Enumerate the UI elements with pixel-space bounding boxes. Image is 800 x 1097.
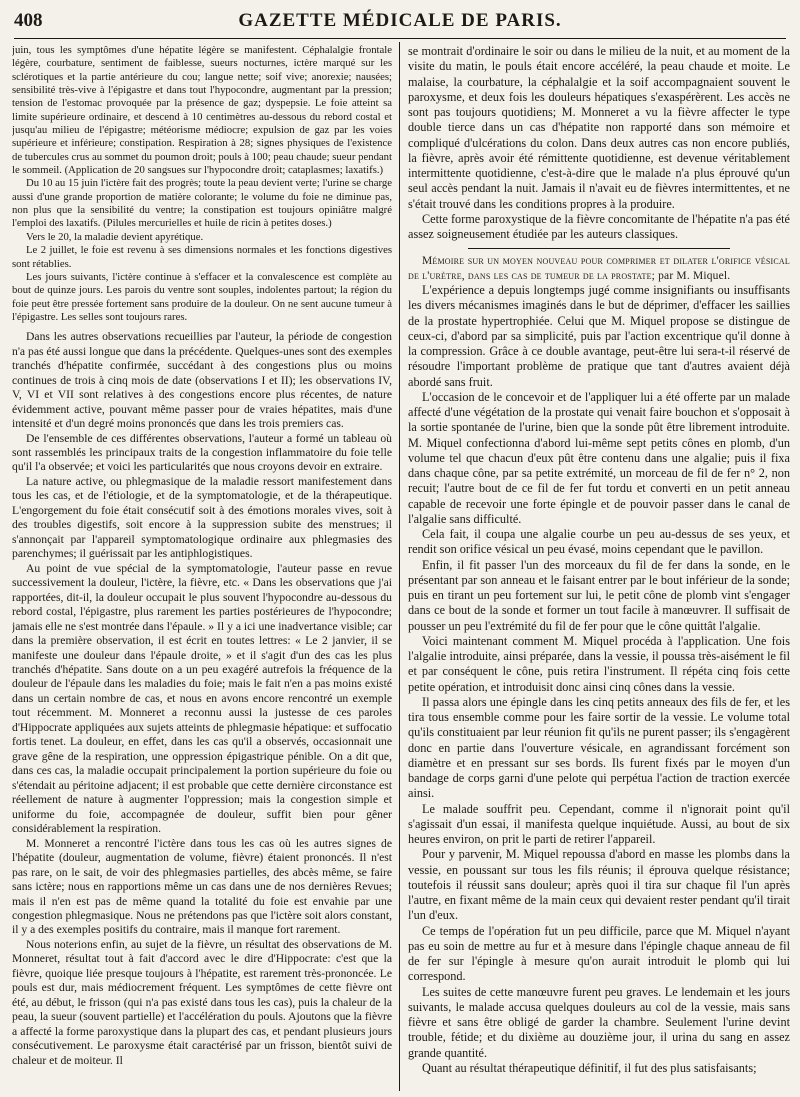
- paragraph: De l'ensemble de ces différentes observations, l'auteur a formé un tableau où sont rassemblés les principaux traits de la congestion inflammatoire du foie telle qu'il l'a observée; et voici les particularités que nous croyons devoir en extraire.: [12, 431, 392, 474]
- page-header: [14, 8, 786, 39]
- page-number: 408: [14, 10, 43, 31]
- paragraph: Cela fait, il coupa une algalie courbe un peu au-dessus de ses yeux, et rendit son orifice vésical un peu évasé, moins cependant que le pavillon.: [408, 527, 790, 557]
- paragraph: Pour y parvenir, M. Miquel repoussa d'abord en masse les plombs dans la vessie, en poussant sur tous les fils réunis; il éprouva quelque résistance; toutefois il réussit sans douleur; après quoi il tira sur chaque fil l'un après l'autre, en fixant même de la main ceux qui devaient rester pendant qu'il tirait l'un d'eux.: [408, 847, 790, 923]
- paragraph: Il passa alors une épingle dans les cinq petits anneaux des fils de fer, et les tira tous ensemble comme pour les faire sortir de la vessie. Le volume total qu'ils constituaient par leur réunion fit qu'ils ne purent passer; ils s'engagèrent donc en partie dans l'ouverture vésicale, en agrandissant forcément son diamètre et en pressant sur ses bords. Ils furent fixés par le moyen d'un bandage de corps garni d'une pelote qui perpétua l'action de traction exercée ainsi.: [408, 694, 790, 801]
- paragraph: Quant au résultat thérapeutique définitif, il fut des plus satisfaisants;: [422, 1060, 757, 1075]
- paragraph: Enfin, il fit passer l'un des morceaux du fil de fer dans la sonde, en le présentant par son anneau et le faisant entrer par le bout inférieur de la sonde; puis en tirant un peu fortement sur lui, le petit cône de plomb vint s'engager dans ce bout de la sonde et former un tout facile à manœuvrer. Il suffisait de pousser un peu l'extrémité du fil de fer pour que le cône quittât l'algalie.: [408, 557, 790, 633]
- paragraph: Voici maintenant comment M. Miquel procéda à l'application. Une fois l'algalie introduite, ainsi préparée, dans la vessie, il poussa très-aisément le fil et par conséquent le cône, puis retira l'instrument. Il répéta cinq fois cette petite opération, et introduisit donc ainsi cinq cônes dans la vessie.: [408, 633, 790, 694]
- article-title: [408, 254, 790, 283]
- paragraph: M. Monneret a rencontré l'ictère dans tous les cas où les autres signes de l'hépatite (douleur, augmentation de volume, fièvre) étaient prononcés. Il n'est pas rare, on le sait, de voir des phlegmasies partielles, des abcès même, se faire sans ictère; nous en rapportions même un cas dans une de nos dernières Revues; mais il n'en est pas de même quand la totalité du foie est envahie par une congestion phlegmasique. Nous ne prétendons pas que l'ictère soit alors constant, il y a des exemples positifs du contraire, mais il manque fort rarement.: [12, 836, 392, 937]
- paragraph: L'expérience a depuis longtemps jugé comme insignifiants ou insuffisants les divers mécanismes imaginés dans le but de déprimer, d'effacer les saillies de la prostate hypertrophiée. Celui que M. Miquel propose se distingue de ceux-ci, d'abord par sa simplicité, puis par l'action excentrique qu'il donne à la compression. Grâce à ce double avantage, peut-être lui sera-t-il réservé de résoudre l'important problème de pratique que tant d'autres avaient déjà abordé sans fruit.: [408, 283, 790, 389]
- paragraph: Au point de vue spécial de la symptomatologie, l'auteur passe en revue successivement la douleur, l'ictère, la fièvre, etc. « Dans les observations que j'ai rapportées, dit-il, la douleur occupait le plus souvent l'hypocondre au-dessous du rebord costal, l'épigastre, plus rarement les parties postérieures de l'hypocondre; jamais elle ne s'est montrée dans l'épaule. » Il y a ici une inadvertance visible; car dans la première observation, il est écrit en toutes lettres: « Le 2 janvier, il se manifeste une douleur dans l'épaule droite, » et il s'agit d'un des cas les plus tranchés d'hépatite. Sans doute on a un peu exagéré autrefois la fréquence de la douleur de l'épaule dans les maladies du foie; mais le fait n'en a pas moins existé dans un certain nombre de cas, et nous en avons encore rencontré un exemple tout récemment. M. Monneret a reconnu aussi la justesse de ces paroles d'Hippocrate appliquées aux sujets atteints de phlegmasie hépatique: et suffocatio fortis tenet. La douleur, en effet, dans les cas qu'il a observés, occasionnait une grave gêne de la respiration, une oppression épigastrique pénible. On a dit que, dans ces cas, la maladie occupait principalement la portion supérieure du foie ou s'étendait au péritoine adjacent; il est probable que cette dernière circonstance est réellement de nature à augmenter l'oppression; mais la congestion simple et uniforme du foie, accompagnée de douleur, suffit bien pour gêner considérablement la respiration.: [12, 561, 392, 836]
- paragraph: Dans les autres observations recueillies par l'auteur, la période de congestion n'a pas été aussi longue que dans la précédente. Quelques-unes sont des exemples tranchés d'hépatite confirmée, succédant à des congestions plus ou moins continues de trois à cinq mois de date (observations I et II); les observations IV, V, VI et VII sont relatives à des congestions encore plus récentes, de nature évidemment active, pouvant même passer pour de vraies hépatites, mais d'une intensité et d'un degré moins prononcés que dans les trois premiers cas.: [12, 330, 392, 431]
- right-column: [408, 44, 790, 1093]
- paragraph: Vers le 20, la maladie devient apyrétique.: [26, 230, 204, 243]
- paragraph: Le 2 juillet, le foie est revenu à ses dimensions normales et les fonctions digestives sont rétablies.: [12, 244, 392, 270]
- column-divider: [399, 42, 400, 1091]
- paragraph: L'occasion de le concevoir et de l'appliquer lui a été offerte par un malade affecté d'une végétation de la prostate qui venait faire bouchon et s'opposait à la sortie spontanée de l'urine, bien que la sonde pût être librement introduite. M. Miquel confectionna d'abord lui-même sept petits cônes en plomb, d'un volume tel que chacun d'eux pût être contenu dans une algalie; puis il fixa dans chaque cône, par sa petite extrémité, un morceau de fil de fer n° 2, non recuit; l'autre bout de ce fil de fer fut tordu et converti en un petit anneau capable de recevoir une forte épingle et de pouvoir passer dans le canal de l'algalie sans difficulté.: [408, 389, 790, 526]
- paragraph: Les suites de cette manœuvre furent peu graves. Le lendemain et les jours suivants, le malade accusa quelques douleurs au col de la vessie, mais sans fièvre et sans être obligé de garder la chambre. Seulement l'urine devint trouble, fétide; et du dixième au douzième jour, il urina du sang en assez grande quantité.: [408, 984, 790, 1060]
- paragraph: Cette forme paroxystique de la fièvre concomitante de l'hépatite n'a pas été assez soigneusement étudiée par les auteurs classiques.: [408, 211, 790, 241]
- section-separator: [468, 248, 730, 249]
- journal-title: GAZETTE MÉDICALE DE PARIS.: [238, 10, 562, 31]
- paragraph: se montrait d'ordinaire le soir ou dans le milieu de la nuit, et au moment de la visite du matin, le pouls était encore accéléré, la peau chaude et moite. Le malaise, la courbature, la céphalalgie et la soif accompagnaient souvent le paroxysme, et deux fois les douleurs hépatiques s'exaspérèrent. Les accès ne sont pas toujours quotidiens; M. Monneret a vu la fièvre affecter le type double tierce dans un cas d'hépatite non rapporté dans son mémoire et compliqué d'ulcérations du colon. Dans deux autres cas non encore publiés, la fièvre, après avoir été rémittente quotidienne, est devenue véritablement intermittente quotidienne, c'est-à-dire que le malade n'a plus éprouvé qu'un seul accès pendant la nuit. Jamais il n'avait eu de fièvres intermittentes, et ne s'était trouvé dans les conditions propres à la produire.: [408, 44, 790, 211]
- article-author: par M. Miquel.: [658, 269, 731, 282]
- article-heading: Mémoire sur un moyen nouveau pour comprimer et dilater l'orifice vésical de l'urètre, dans les cas de tumeur de la prostate;: [408, 255, 790, 282]
- paragraph: Le malade souffrit peu. Cependant, comme il n'ignorait point qu'il s'agissait d'un essai, il manifesta quelque inquiétude. Aussi, au bout de six heures environ, on prit le parti de retirer l'appareil.: [408, 801, 790, 847]
- left-column: [12, 44, 392, 1093]
- paragraph: Nous noterions enfin, au sujet de la fièvre, un résultat des observations de M. Monneret, résultat tout à fait d'accord avec le dire d'Hippocrate: c'est que la fièvre, quoique liée presque toujours à l'hépatite, est rarement très-prononcée. Le pouls est dur, mais médiocrement fréquent. Les symptômes de cette fièvre ont été, au début, le frisson (qui n'a pas existé dans tous les cas), puis la chaleur de la peau, la sueur (souvent partielle) et l'accélération du pouls. Ajoutons que la fièvre a affecté la forme paroxystique dans la plupart des cas, et pendant plusieurs jours consécutivement. Le paroxysme était caractérisé par un frisson, bientôt suivi de chaleur et de moiteur. Il: [12, 937, 392, 1067]
- paragraph: Du 10 au 15 juin l'ictère fait des progrès; toute la peau devient verte; l'urine se charge aussi d'une grande proportion de matière colorante; le volume du foie ne diminue pas, non plus que la sensibilité du ventre; la constipation est toujours opiniâtre malgré l'emploi des laxatifs. (Pilules mercurielles et huile de ricin à petites doses.): [12, 177, 392, 230]
- paragraph: Les jours suivants, l'ictère continue à s'effacer et la convalescence est complète au bout de quinze jours. Les parois du ventre sont souples, indolentes partout; la région du foie peut être pressée fortement sans produire de la douleur. On ne sent aucune tumeur à l'épigastre. Les selles sont toujours rares.: [12, 270, 392, 323]
- paragraph: Ce temps de l'opération fut un peu difficile, parce que M. Miquel n'ayant pas eu soin de mettre au fur et à mesure dans l'épingle chaque anneau de fil de fer sur l'épingle à mesure qu'on aurait introduit le plomb qui lui correspond.: [408, 923, 790, 984]
- paragraph: juin, tous les symptômes d'une hépatite légère se manifestent. Céphalalgie frontale légère, courbature, sentiment de faiblesse, sueurs nocturnes, ictère marqué sur les sclérotiques et la partie antérieure du cou; langue nette; soif vive; anorexie; nausées; sensibilité très-vive à l'épigastre et dans tout l'hypocondre, augmentant par la pression; tension de l'estomac provoquée par la présence de gaz; dyspepsie. Le foie atteint sa limite supérieure ordinaire, et descend à 10 centimètres au-dessous du rebord costal et jusqu'au milieu de l'épigastre; météorisme médiocre; expulsion de gaz par les voies supérieure et inférieure; constipation. Respiration à 28; signes physiques de l'existence de tubercules crus au sommet du poumon droit; pouls à 100; peau chaude; sueur pendant le sommeil. (Application de 20 sangsues sur l'hypocondre droit; cataplasmes; laxatifs.): [12, 44, 392, 177]
- paragraph: La nature active, ou phlegmasique de la maladie ressort manifestement dans tous les cas, et de l'étiologie, et de la symptomatologie, et de la thérapeutique. L'engorgement du foie était consécutif soit à des émotions morales vives, soit à des troubles digestifs, soit encore à la suppression subite des menstrues; il s'annonçait par l'appareil symptomatologique ordinaire aux phlegmasies des parenchymes; il guérissait par les antiphlogistiques.: [12, 474, 392, 561]
